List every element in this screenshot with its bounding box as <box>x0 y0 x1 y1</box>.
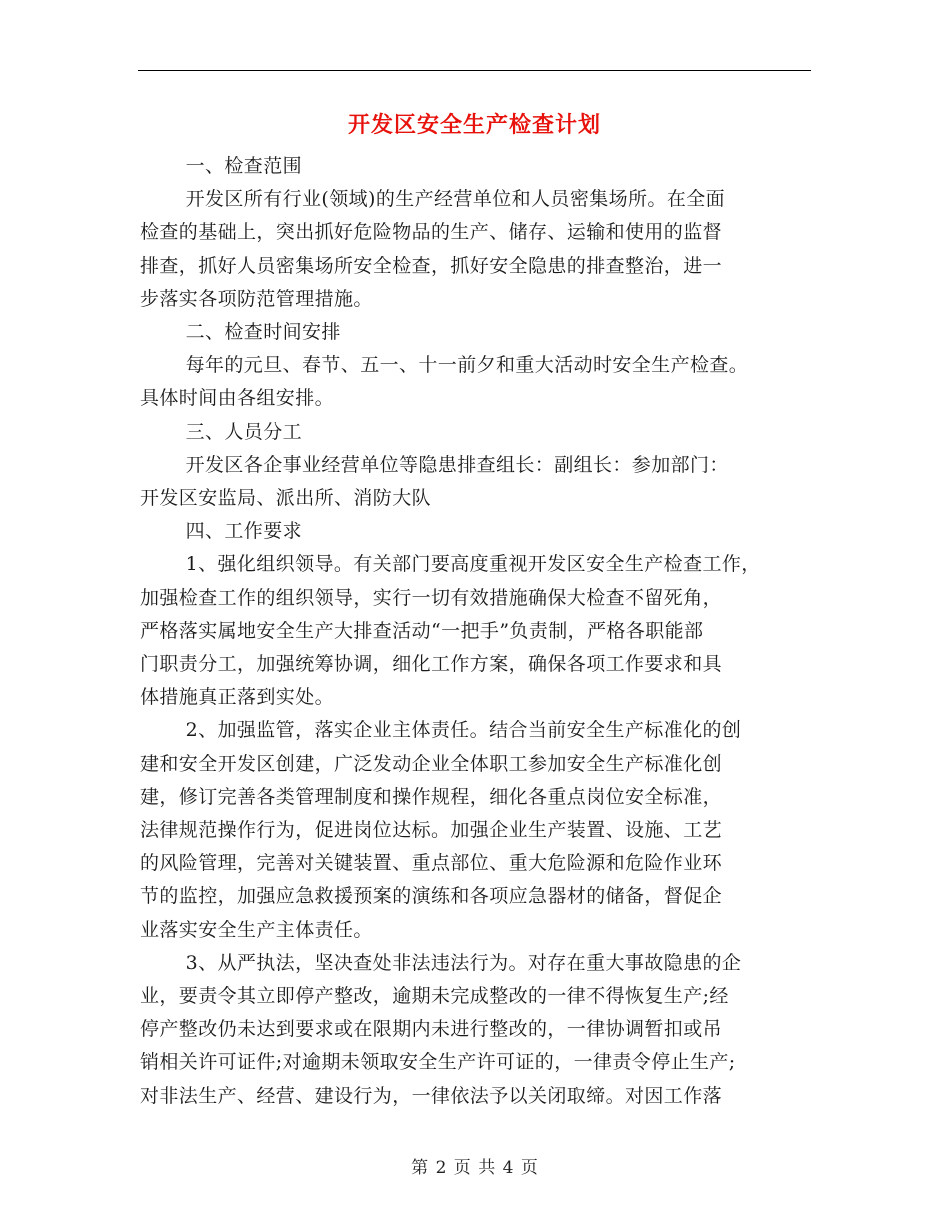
paragraph-line: 排查，抓好人员密集场所安全检查，抓好安全隐患的排查整治，进一 <box>140 254 723 277</box>
section-heading-requirements: 四、工作要求 <box>185 520 302 543</box>
section-heading-staffing: 三、人员分工 <box>185 420 302 443</box>
paragraph-line: 开发区所有行业(领域)的生产经营单位和人员密集场所。在全面 <box>185 188 726 211</box>
paragraph-line: 停产整改仍未达到要求或在限期内未进行整改的，一律协调暂扣或吊 <box>140 1018 723 1041</box>
paragraph-line: 开发区安监局、派出所、消防大队 <box>140 487 432 510</box>
paragraph-line: 每年的元旦、春节、五一、十一前夕和重大活动时安全生产检查。 <box>185 354 749 377</box>
paragraph-line: 建和安全开发区创建，广泛发动企业全体职工参加安全生产标准化创 <box>140 752 723 775</box>
paragraph-line: 门职责分工，加强统筹协调，细化工作方案，确保各项工作要求和具 <box>140 653 723 676</box>
document-body <box>140 150 820 1113</box>
paragraph-line: 3、从严执法，坚决查处非法违法行为。对存在重大事故隐患的企 <box>185 951 742 974</box>
paragraph-line: 步落实各项防范管理措施。 <box>140 287 373 310</box>
paragraph-line: 开发区各企事业经营单位等隐患排查组长：副组长：参加部门： <box>185 453 729 476</box>
paragraph-line: 业落实安全生产主体责任。 <box>140 918 373 941</box>
section-heading-schedule: 二、检查时间安排 <box>185 321 341 344</box>
header-rule <box>138 70 811 71</box>
paragraph-line: 业，要责令其立即停产整改，逾期未完成整改的一律不得恢复生产;经 <box>140 985 729 1008</box>
paragraph-line: 1、强化组织领导。有关部门要高度重视开发区安全生产检查工作， <box>185 553 761 576</box>
paragraph-line: 体措施真正落到实处。 <box>140 686 335 709</box>
paragraph-line: 严格落实属地安全生产大排查活动“一把手”负责制，严格各职能部 <box>140 619 704 642</box>
paragraph-line: 加强检查工作的组织领导，实行一切有效措施确保大检查不留死角， <box>140 586 723 609</box>
paragraph-line: 的风险管理，完善对关键装置、重点部位、重大危险源和危险作业环 <box>140 852 723 875</box>
paragraph-line: 法律规范操作行为，促进岗位达标。加强企业生产装置、设施、工艺 <box>140 819 723 842</box>
paragraph-line: 节的监控，加强应急救援预案的演练和各项应急器材的储备，督促企 <box>140 885 723 908</box>
paragraph-line: 对非法生产、经营、建设行为，一律依法予以关闭取缔。对因工作落 <box>140 1084 723 1107</box>
section-heading-scope: 一、检查范围 <box>185 155 302 177</box>
paragraph-line: 具体时间由各组安排。 <box>140 387 335 410</box>
document-title: 开发区安全生产检查计划 <box>347 112 601 138</box>
paragraph-line: 销相关许可证件;对逾期未领取安全生产许可证的，一律责令停止生产; <box>140 1051 736 1074</box>
paragraph-line: 建，修订完善各类管理制度和操作规程，细化各重点岗位安全标准， <box>140 785 723 808</box>
page-footer: 第 2 页 共 4 页 <box>411 1158 539 1178</box>
paragraph-line: 2、加强监管，落实企业主体责任。结合当前安全生产标准化的创 <box>185 719 742 742</box>
paragraph-line: 检查的基础上，突出抓好危险物品的生产、储存、运输和使用的监督 <box>140 221 723 244</box>
